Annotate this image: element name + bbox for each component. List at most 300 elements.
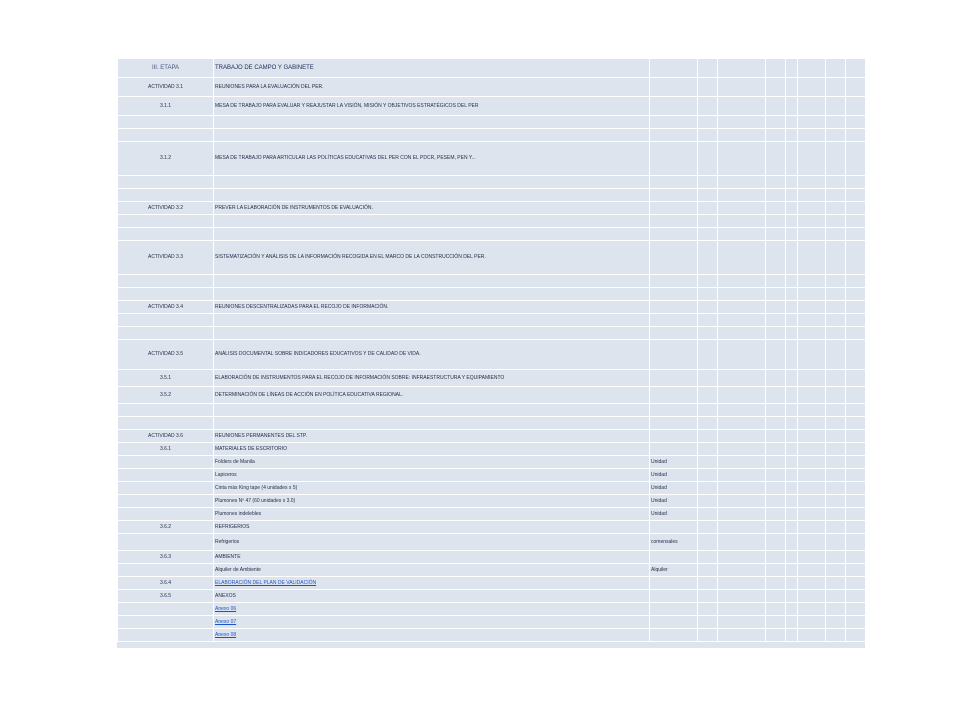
description-cell bbox=[214, 404, 650, 417]
empty-cell bbox=[786, 189, 798, 202]
table-row bbox=[118, 469, 866, 482]
empty-cell bbox=[786, 456, 798, 469]
empty-cell bbox=[766, 508, 786, 521]
empty-cell bbox=[766, 176, 786, 189]
empty-cell bbox=[698, 495, 718, 508]
empty-cell bbox=[766, 551, 786, 564]
empty-cell bbox=[846, 404, 866, 417]
unit-cell bbox=[650, 116, 698, 129]
empty-cell bbox=[766, 577, 786, 590]
activity-code bbox=[118, 417, 214, 430]
empty-cell bbox=[798, 534, 826, 551]
activity-code bbox=[118, 482, 214, 495]
table-row bbox=[118, 241, 866, 275]
table-row bbox=[118, 387, 866, 404]
unit-cell bbox=[650, 142, 698, 176]
empty-cell bbox=[698, 215, 718, 228]
activity-code bbox=[118, 508, 214, 521]
empty-cell bbox=[798, 176, 826, 189]
empty-cell bbox=[826, 327, 846, 340]
empty-cell bbox=[826, 314, 846, 327]
empty-cell bbox=[786, 629, 798, 642]
empty-cell bbox=[846, 59, 866, 78]
empty-cell bbox=[766, 59, 786, 78]
empty-cell bbox=[798, 495, 826, 508]
empty-cell bbox=[826, 275, 846, 288]
description-cell: ANEXOS bbox=[214, 590, 650, 603]
empty-cell bbox=[766, 142, 786, 176]
unit-cell bbox=[650, 314, 698, 327]
description-cell: ELABORACIÓN DE INSTRUMENTOS PARA EL RECOJO DE INFORMACIÓN SOBRE: INFRAESTRUCTURA Y EQUIPAMIENTO bbox=[214, 370, 650, 387]
empty-cell bbox=[798, 616, 826, 629]
activity-code: ACTIVIDAD 3.5 bbox=[118, 340, 214, 370]
empty-cell bbox=[786, 275, 798, 288]
empty-cell bbox=[846, 564, 866, 577]
empty-cell bbox=[766, 417, 786, 430]
unit-cell: Unidad bbox=[650, 482, 698, 495]
empty-cell bbox=[766, 215, 786, 228]
empty-cell bbox=[786, 97, 798, 116]
empty-cell bbox=[786, 616, 798, 629]
activity-code bbox=[118, 564, 214, 577]
empty-cell bbox=[766, 629, 786, 642]
empty-cell bbox=[786, 176, 798, 189]
unit-cell: Alquiler bbox=[650, 564, 698, 577]
empty-cell bbox=[826, 301, 846, 314]
empty-cell bbox=[798, 551, 826, 564]
empty-cell bbox=[766, 241, 786, 275]
empty-cell bbox=[786, 116, 798, 129]
activity-code: 3.6.5 bbox=[118, 590, 214, 603]
unit-cell bbox=[650, 521, 698, 534]
empty-cell bbox=[718, 129, 766, 142]
empty-cell bbox=[826, 577, 846, 590]
activity-code bbox=[118, 616, 214, 629]
empty-cell bbox=[766, 129, 786, 142]
table-row bbox=[118, 97, 866, 116]
empty-cell bbox=[698, 189, 718, 202]
unit-cell: Unidad bbox=[650, 469, 698, 482]
description-cell bbox=[214, 129, 650, 142]
empty-cell bbox=[846, 370, 866, 387]
activity-code: ACTIVIDAD 3.1 bbox=[118, 78, 214, 97]
empty-cell bbox=[798, 189, 826, 202]
activity-code bbox=[118, 116, 214, 129]
empty-cell bbox=[766, 314, 786, 327]
empty-cell bbox=[798, 142, 826, 176]
empty-cell bbox=[826, 469, 846, 482]
activity-code bbox=[118, 189, 214, 202]
empty-cell bbox=[698, 482, 718, 495]
empty-cell bbox=[766, 228, 786, 241]
empty-cell bbox=[766, 189, 786, 202]
empty-cell bbox=[718, 495, 766, 508]
activity-code bbox=[118, 327, 214, 340]
empty-cell bbox=[718, 616, 766, 629]
description-cell bbox=[214, 417, 650, 430]
empty-cell bbox=[786, 215, 798, 228]
activity-code: ACTIVIDAD 3.2 bbox=[118, 202, 214, 215]
empty-cell bbox=[718, 482, 766, 495]
empty-cell bbox=[766, 521, 786, 534]
description-cell bbox=[214, 314, 650, 327]
empty-cell bbox=[786, 430, 798, 443]
description-cell bbox=[214, 228, 650, 241]
unit-cell bbox=[650, 189, 698, 202]
description-cell[interactable] bbox=[214, 603, 650, 616]
table-row bbox=[118, 314, 866, 327]
activity-code bbox=[118, 534, 214, 551]
empty-cell bbox=[826, 97, 846, 116]
activity-code: ACTIVIDAD 3.3 bbox=[118, 241, 214, 275]
empty-cell bbox=[798, 301, 826, 314]
table-row bbox=[118, 340, 866, 370]
table-row bbox=[118, 564, 866, 577]
hyperlink[interactable]: Anexo 07 bbox=[215, 618, 237, 625]
description-cell: MESA DE TRABAJO PARA EVALUAR Y REAJUSTAR LA VISIÓN, MISIÓN Y OBJETIVOS ESTRATÉGICOS DEL PER bbox=[214, 97, 650, 116]
empty-cell bbox=[786, 521, 798, 534]
description-cell: Alquiler de Ambiente bbox=[214, 564, 650, 577]
unit-cell bbox=[650, 370, 698, 387]
empty-cell bbox=[698, 387, 718, 404]
empty-cell bbox=[846, 288, 866, 301]
empty-cell bbox=[766, 301, 786, 314]
unit-cell bbox=[650, 275, 698, 288]
activity-code bbox=[118, 288, 214, 301]
description-cell bbox=[214, 275, 650, 288]
unit-cell bbox=[650, 97, 698, 116]
empty-cell bbox=[798, 430, 826, 443]
activity-code: ACTIVIDAD 3.6 bbox=[118, 430, 214, 443]
empty-cell bbox=[798, 469, 826, 482]
empty-cell bbox=[766, 616, 786, 629]
empty-cell bbox=[798, 59, 826, 78]
empty-cell bbox=[846, 443, 866, 456]
empty-cell bbox=[766, 275, 786, 288]
empty-cell bbox=[846, 469, 866, 482]
empty-cell bbox=[698, 508, 718, 521]
empty-cell bbox=[766, 564, 786, 577]
empty-cell bbox=[718, 404, 766, 417]
empty-cell bbox=[826, 430, 846, 443]
empty-cell bbox=[798, 521, 826, 534]
empty-cell bbox=[698, 340, 718, 370]
empty-cell bbox=[698, 590, 718, 603]
empty-cell bbox=[846, 327, 866, 340]
empty-cell bbox=[846, 97, 866, 116]
empty-cell bbox=[798, 97, 826, 116]
table-row bbox=[118, 590, 866, 603]
empty-cell bbox=[826, 370, 846, 387]
description-cell bbox=[214, 189, 650, 202]
empty-cell bbox=[698, 603, 718, 616]
empty-cell bbox=[826, 387, 846, 404]
empty-cell bbox=[846, 577, 866, 590]
empty-cell bbox=[698, 241, 718, 275]
empty-cell bbox=[846, 521, 866, 534]
activity-code bbox=[118, 469, 214, 482]
empty-cell bbox=[786, 469, 798, 482]
empty-cell bbox=[846, 314, 866, 327]
empty-cell bbox=[718, 551, 766, 564]
empty-cell bbox=[718, 456, 766, 469]
table-row bbox=[118, 129, 866, 142]
empty-cell bbox=[698, 521, 718, 534]
empty-cell bbox=[718, 370, 766, 387]
empty-cell bbox=[698, 469, 718, 482]
empty-cell bbox=[698, 59, 718, 78]
empty-cell bbox=[786, 129, 798, 142]
table-row bbox=[118, 215, 866, 228]
table-row bbox=[118, 629, 866, 642]
empty-cell bbox=[846, 116, 866, 129]
unit-cell bbox=[650, 430, 698, 443]
unit-cell bbox=[650, 327, 698, 340]
empty-cell bbox=[698, 288, 718, 301]
table-row bbox=[118, 142, 866, 176]
empty-cell bbox=[826, 404, 846, 417]
empty-cell bbox=[846, 417, 866, 430]
empty-cell bbox=[718, 241, 766, 275]
empty-cell bbox=[718, 78, 766, 97]
activity-code: 3.5.1 bbox=[118, 370, 214, 387]
empty-cell bbox=[698, 327, 718, 340]
empty-cell bbox=[786, 142, 798, 176]
description-cell: Refrigerios bbox=[214, 534, 650, 551]
empty-cell bbox=[826, 189, 846, 202]
activity-code bbox=[118, 629, 214, 642]
empty-cell bbox=[826, 228, 846, 241]
empty-cell bbox=[718, 314, 766, 327]
empty-cell bbox=[826, 443, 846, 456]
description-cell: ANÁLISIS DOCUMENTAL SOBRE INDICADORES EDUCATIVOS Y DE CALIDAD DE VIDA. bbox=[214, 340, 650, 370]
empty-cell bbox=[718, 564, 766, 577]
empty-cell bbox=[846, 78, 866, 97]
activity-code: ACTIVIDAD 3.4 bbox=[118, 301, 214, 314]
activity-code bbox=[118, 275, 214, 288]
empty-cell bbox=[718, 387, 766, 404]
empty-cell bbox=[786, 417, 798, 430]
table-row bbox=[118, 482, 866, 495]
empty-cell bbox=[826, 564, 846, 577]
empty-cell bbox=[766, 590, 786, 603]
empty-cell bbox=[718, 443, 766, 456]
empty-cell bbox=[718, 417, 766, 430]
empty-cell bbox=[846, 456, 866, 469]
description-cell bbox=[214, 215, 650, 228]
empty-cell bbox=[798, 564, 826, 577]
empty-cell bbox=[698, 142, 718, 176]
table-row bbox=[118, 228, 866, 241]
stage-title: TRABAJO DE CAMPO Y GABINETE bbox=[214, 59, 650, 78]
activity-code bbox=[118, 314, 214, 327]
empty-cell bbox=[826, 116, 846, 129]
description-cell[interactable] bbox=[214, 577, 650, 590]
empty-cell bbox=[766, 430, 786, 443]
empty-cell bbox=[798, 629, 826, 642]
empty-cell bbox=[698, 616, 718, 629]
empty-cell bbox=[826, 129, 846, 142]
empty-cell bbox=[718, 430, 766, 443]
empty-cell bbox=[798, 327, 826, 340]
empty-cell bbox=[786, 314, 798, 327]
empty-cell bbox=[718, 301, 766, 314]
unit-cell bbox=[650, 228, 698, 241]
empty-cell bbox=[698, 314, 718, 327]
empty-cell bbox=[766, 495, 786, 508]
hyperlink[interactable]: ELABORACIÓN DEL PLAN DE VALIDACIÓN bbox=[215, 579, 317, 586]
empty-cell bbox=[798, 78, 826, 97]
empty-cell bbox=[798, 603, 826, 616]
description-cell bbox=[214, 176, 650, 189]
description-cell: DETERMINACIÓN DE LÍNEAS DE ACCIÓN EN POLÍTICA EDUCATIVA REGIONAL. bbox=[214, 387, 650, 404]
empty-cell bbox=[798, 275, 826, 288]
empty-cell bbox=[718, 508, 766, 521]
empty-cell bbox=[846, 629, 866, 642]
table-row bbox=[118, 417, 866, 430]
empty-cell bbox=[698, 275, 718, 288]
activity-code: 3.1.2 bbox=[118, 142, 214, 176]
empty-cell bbox=[798, 482, 826, 495]
empty-cell bbox=[846, 590, 866, 603]
empty-cell bbox=[826, 59, 846, 78]
empty-cell bbox=[718, 469, 766, 482]
activity-code bbox=[118, 603, 214, 616]
empty-cell bbox=[766, 340, 786, 370]
header-row bbox=[118, 59, 866, 78]
empty-cell bbox=[826, 215, 846, 228]
empty-cell bbox=[766, 116, 786, 129]
empty-cell bbox=[846, 228, 866, 241]
unit-cell bbox=[650, 404, 698, 417]
table-row bbox=[118, 301, 866, 314]
empty-cell bbox=[786, 340, 798, 370]
unit-cell bbox=[650, 176, 698, 189]
empty-cell bbox=[846, 189, 866, 202]
table-row bbox=[118, 116, 866, 129]
empty-cell bbox=[798, 577, 826, 590]
table-row bbox=[118, 404, 866, 417]
activity-code: 3.1.1 bbox=[118, 97, 214, 116]
empty-cell bbox=[846, 301, 866, 314]
empty-cell bbox=[826, 78, 846, 97]
empty-cell bbox=[718, 275, 766, 288]
empty-cell bbox=[846, 129, 866, 142]
empty-cell bbox=[698, 404, 718, 417]
empty-cell bbox=[798, 508, 826, 521]
empty-cell bbox=[650, 59, 698, 78]
empty-cell bbox=[798, 443, 826, 456]
empty-cell bbox=[698, 456, 718, 469]
description-cell: PREVER LA ELABORACIÓN DE INSTRUMENTOS DE EVALUACIÓN. bbox=[214, 202, 650, 215]
empty-cell bbox=[798, 387, 826, 404]
unit-cell bbox=[650, 417, 698, 430]
description-cell[interactable] bbox=[214, 616, 650, 629]
empty-cell bbox=[826, 176, 846, 189]
empty-cell bbox=[718, 603, 766, 616]
empty-cell bbox=[786, 241, 798, 275]
activity-code: 3.6.2 bbox=[118, 521, 214, 534]
table-row bbox=[118, 275, 866, 288]
empty-cell bbox=[798, 314, 826, 327]
empty-cell bbox=[766, 78, 786, 97]
description-cell: SISTEMATIZACIÓN Y ANÁLISIS DE LA INFORMACIÓN RECOGIDA EN EL MARCO DE LA CONSTRUCCIÓN DEL PER. bbox=[214, 241, 650, 275]
empty-cell bbox=[718, 176, 766, 189]
description-cell bbox=[214, 288, 650, 301]
empty-cell bbox=[766, 456, 786, 469]
empty-cell bbox=[786, 370, 798, 387]
unit-cell bbox=[650, 603, 698, 616]
activity-code bbox=[118, 228, 214, 241]
empty-cell bbox=[798, 241, 826, 275]
empty-cell bbox=[698, 443, 718, 456]
description-cell[interactable] bbox=[214, 629, 650, 642]
empty-cell bbox=[766, 603, 786, 616]
activity-code: 3.6.1 bbox=[118, 443, 214, 456]
empty-cell bbox=[826, 142, 846, 176]
empty-cell bbox=[826, 551, 846, 564]
empty-cell bbox=[846, 508, 866, 521]
empty-cell bbox=[718, 116, 766, 129]
unit-cell bbox=[650, 301, 698, 314]
empty-cell bbox=[698, 129, 718, 142]
activity-code: 3.6.3 bbox=[118, 551, 214, 564]
table-row bbox=[118, 577, 866, 590]
hyperlink[interactable]: Anexo 06 bbox=[215, 605, 237, 612]
empty-cell bbox=[798, 340, 826, 370]
empty-cell bbox=[718, 288, 766, 301]
table-row bbox=[118, 370, 866, 387]
empty-cell bbox=[846, 275, 866, 288]
empty-cell bbox=[718, 97, 766, 116]
empty-cell bbox=[786, 590, 798, 603]
unit-cell bbox=[650, 215, 698, 228]
empty-cell bbox=[718, 215, 766, 228]
empty-cell bbox=[718, 327, 766, 340]
empty-cell bbox=[798, 288, 826, 301]
description-cell: Plumones indelebles bbox=[214, 508, 650, 521]
unit-cell bbox=[650, 202, 698, 215]
empty-cell bbox=[766, 387, 786, 404]
empty-cell bbox=[698, 577, 718, 590]
activity-table bbox=[117, 58, 866, 642]
activity-code bbox=[118, 129, 214, 142]
description-cell: MESA DE TRABAJO PARA ARTICULAR LAS POLÍTICAS EDUCATIVAS DEL PER CON EL PDCR, PESEM, PEN Y... bbox=[214, 142, 650, 176]
empty-cell bbox=[826, 521, 846, 534]
empty-cell bbox=[846, 551, 866, 564]
empty-cell bbox=[786, 603, 798, 616]
empty-cell bbox=[786, 327, 798, 340]
empty-cell bbox=[826, 603, 846, 616]
empty-cell bbox=[718, 202, 766, 215]
empty-cell bbox=[786, 228, 798, 241]
table-row bbox=[118, 288, 866, 301]
empty-cell bbox=[718, 521, 766, 534]
unit-cell bbox=[650, 551, 698, 564]
empty-cell bbox=[826, 202, 846, 215]
unit-cell: Unidad bbox=[650, 508, 698, 521]
description-cell: AMBIENTE bbox=[214, 551, 650, 564]
empty-cell bbox=[698, 202, 718, 215]
hyperlink[interactable]: Anexo 08 bbox=[215, 631, 237, 638]
empty-cell bbox=[786, 495, 798, 508]
unit-cell bbox=[650, 288, 698, 301]
empty-cell bbox=[846, 142, 866, 176]
empty-cell bbox=[698, 78, 718, 97]
empty-cell bbox=[798, 370, 826, 387]
activity-code bbox=[118, 176, 214, 189]
unit-cell: Unidad bbox=[650, 456, 698, 469]
